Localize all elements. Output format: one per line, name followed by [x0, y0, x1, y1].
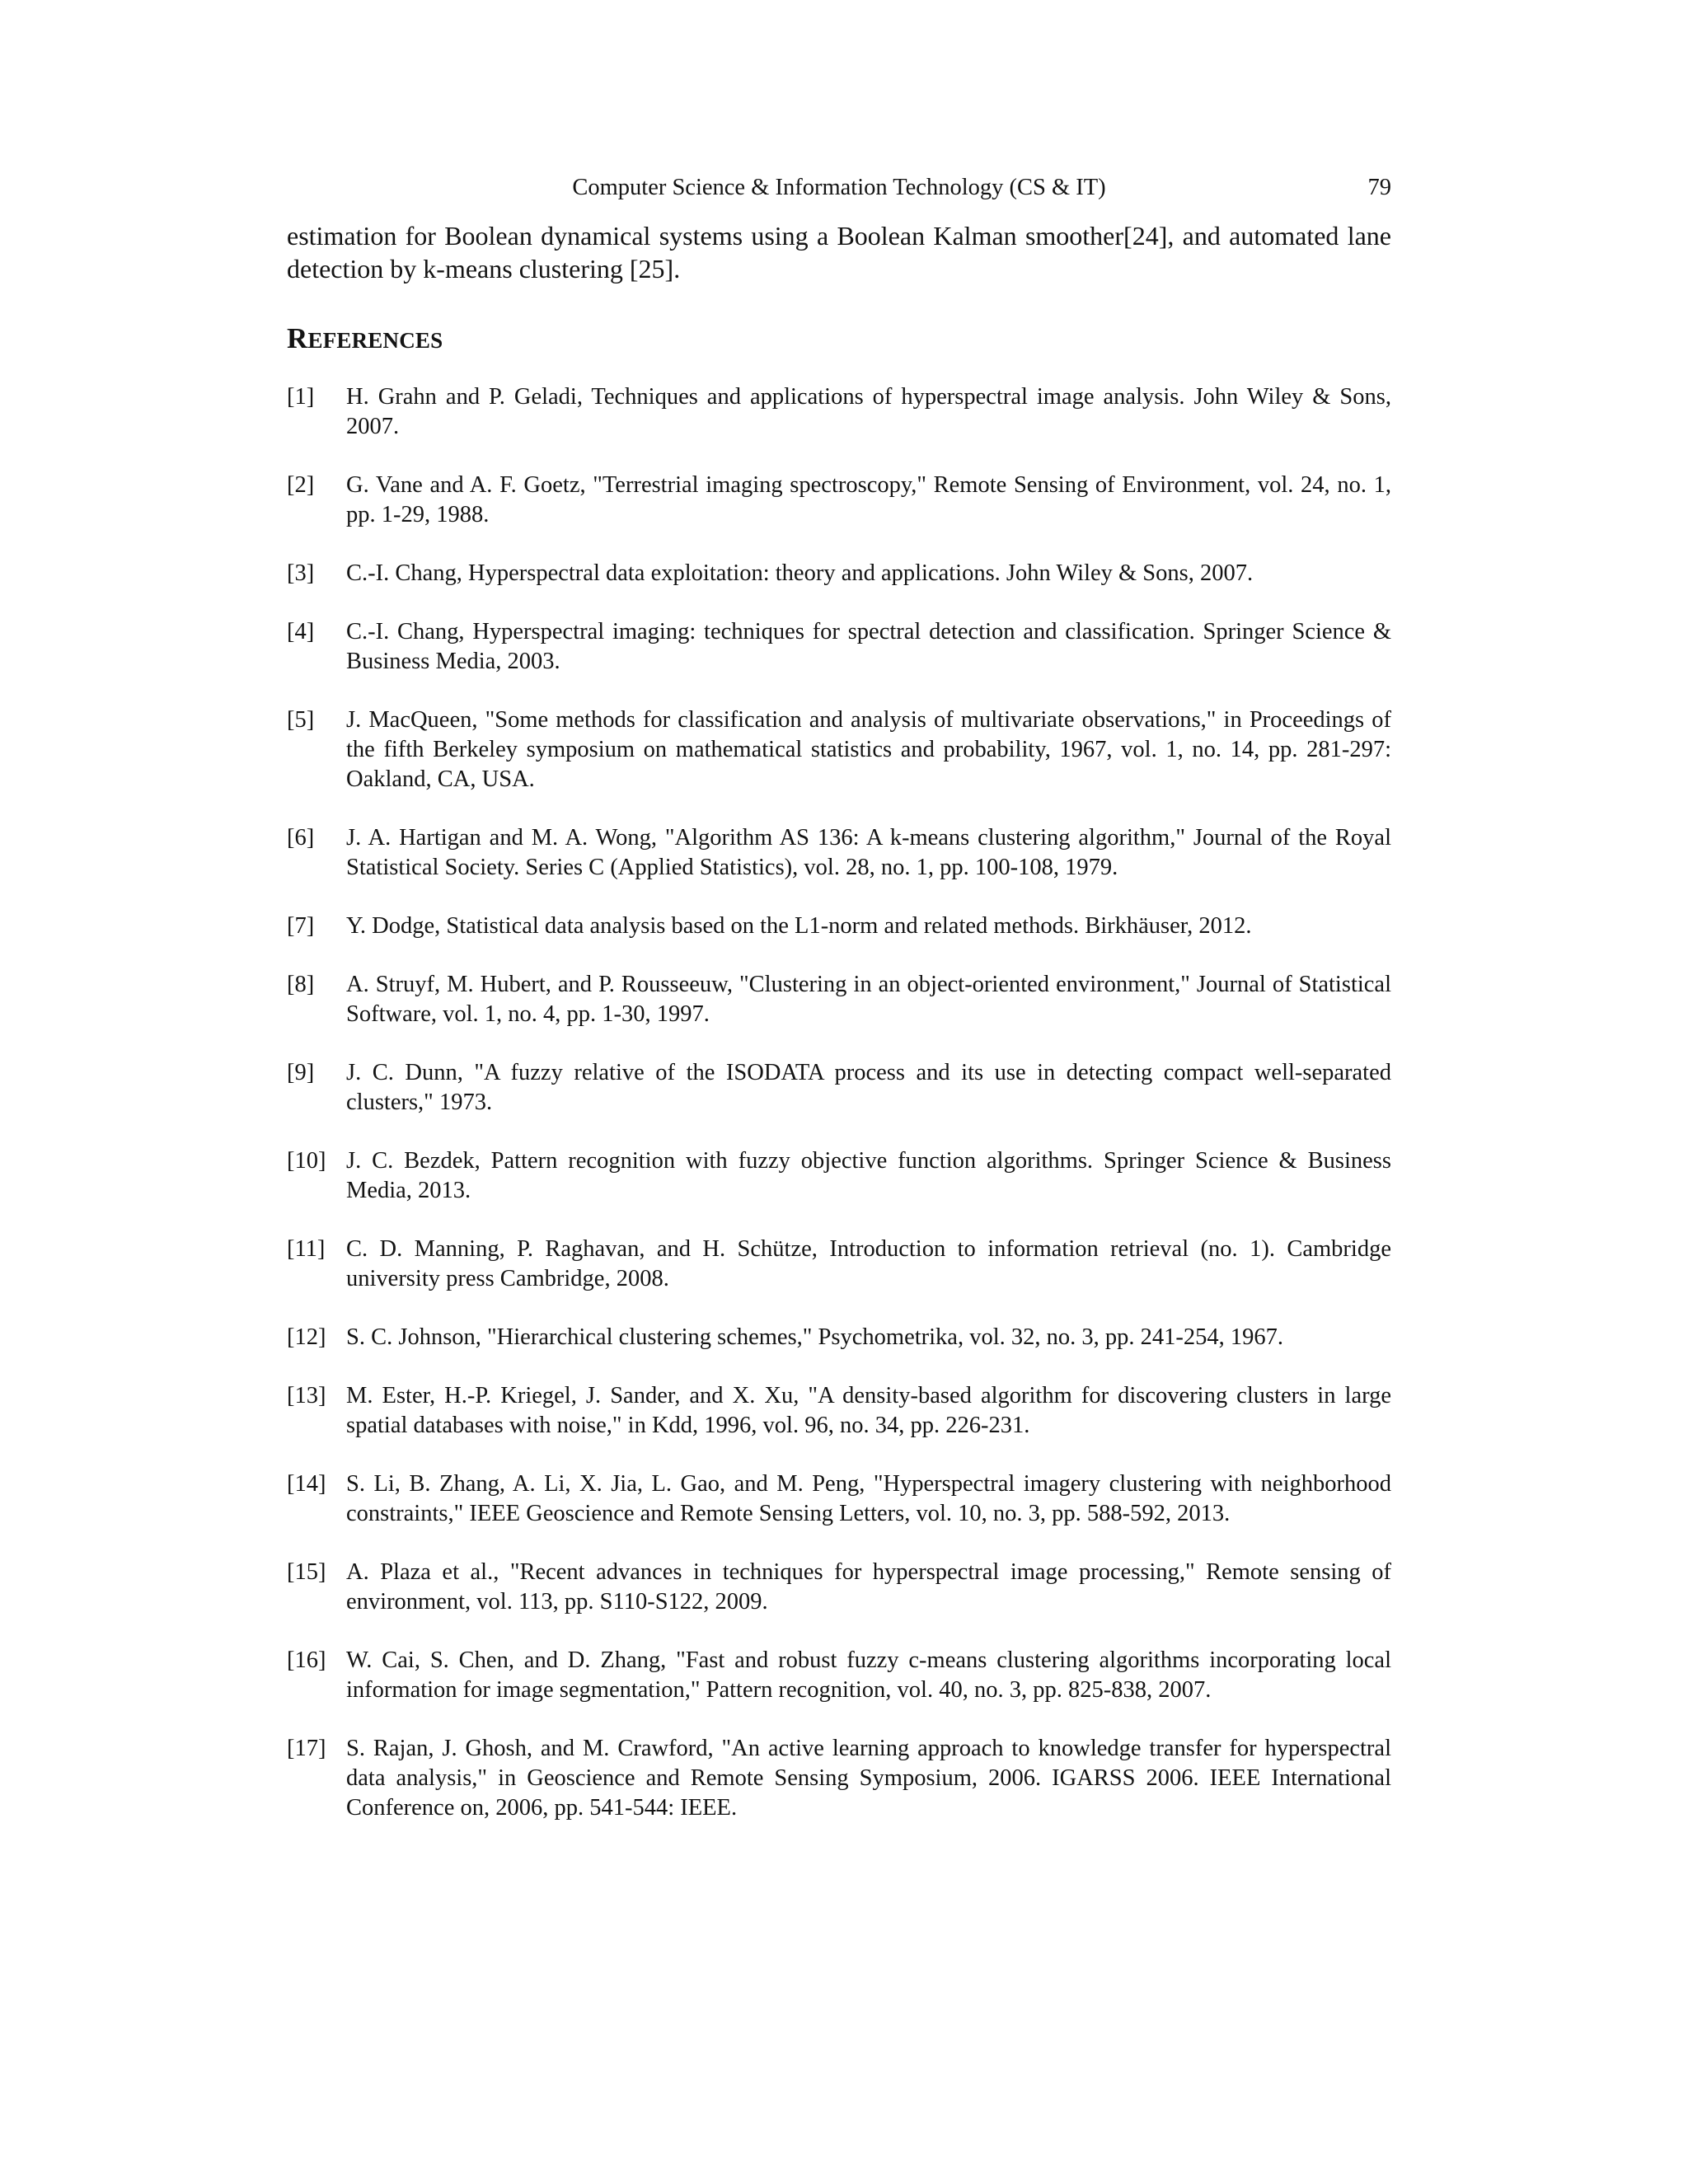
reference-number: [14] [287, 1471, 326, 1497]
reference-item [287, 1646, 1391, 1705]
reference-number: [17] [287, 1736, 326, 1761]
reference-item [287, 471, 1391, 530]
reference-item [287, 1734, 1391, 1823]
reference-number: [11] [287, 1236, 326, 1262]
reference-text: A. Struyf, M. Hubert, and P. Rousseeuw, "Clustering in an object-oriented environment," Journal of Statistical Software, vol. 1, no. 4, pp. 1-30, 1997. [346, 972, 1391, 1027]
reference-text: W. Cai, S. Chen, and D. Zhang, "Fast and robust fuzzy c-means clustering algorithms incorporating local information for image segmentation," Pattern recognition, vol. 40, no. 3, pp. 825-838, 2007. [346, 1647, 1391, 1703]
reference-text: J. A. Hartigan and M. A. Wong, "Algorithm AS 136: A k-means clustering algorithm," Journal of the Royal Statistical Society. Series C (Applied Statistics), vol. 28, no. 1, pp. 100-108, 1979. [346, 825, 1391, 880]
journal-title: Computer Science & Information Technology (CS & IT) [572, 175, 1106, 200]
intro-paragraph: estimation for Boolean dynamical systems using a Boolean Kalman smoother[24], and automated lane detection by k-means clustering [25]. [287, 221, 1391, 284]
reference-number: [16] [287, 1647, 326, 1673]
reference-number: [3] [287, 560, 315, 586]
reference-text: C. D. Manning, P. Raghavan, and H. Schütze, Introduction to information retrieval (no. 1). Cambridge university press Cambridge, 2008. [346, 1236, 1391, 1291]
reference-number: [15] [287, 1559, 326, 1585]
reference-item [287, 1235, 1391, 1294]
reference-number: [2] [287, 472, 315, 498]
reference-text: J. MacQueen, "Some methods for classification and analysis of multivariate observations," in Proceedings of the fifth Berkeley symposium on mathematical statistics and probability, 1967, vol. 1, no. 14, pp. 281-297: Oakland, CA, USA. [346, 707, 1391, 792]
reference-number: [10] [287, 1148, 326, 1174]
reference-item [287, 970, 1391, 1029]
reference-item [287, 1323, 1391, 1352]
reference-number: [9] [287, 1060, 315, 1085]
reference-number: [1] [287, 384, 315, 410]
reference-text: Y. Dodge, Statistical data analysis based on the L1-norm and related methods. Birkhäuser, 2012. [346, 913, 1252, 939]
reference-number: [13] [287, 1383, 326, 1408]
reference-list [287, 382, 1391, 1823]
reference-item [287, 823, 1391, 883]
references-heading [287, 318, 1391, 361]
reference-text: C.-I. Chang, Hyperspectral data exploitation: theory and applications. John Wiley & Sons, 2007. [346, 560, 1254, 586]
reference-text: M. Ester, H.-P. Kriegel, J. Sander, and X. Xu, "A density-based algorithm for discovering clusters in large spatial databases with noise," in Kdd, 1996, vol. 96, no. 34, pp. 226-231. [346, 1383, 1391, 1438]
reference-item [287, 1058, 1391, 1118]
reference-text: G. Vane and A. F. Goetz, "Terrestrial imaging spectroscopy," Remote Sensing of Environment, vol. 24, no. 1, pp. 1-29, 1988. [346, 472, 1391, 527]
reference-number: [8] [287, 972, 315, 997]
page-number: 79 [1367, 175, 1391, 200]
reference-text: S. Li, B. Zhang, A. Li, X. Jia, L. Gao, and M. Peng, "Hyperspectral imagery clustering with neighborhood constraints," IEEE Geoscience and Remote Sensing Letters, vol. 10, no. 3, pp. 588-592, 2013. [346, 1471, 1391, 1526]
running-header [287, 168, 1391, 208]
reference-item [287, 1469, 1391, 1529]
reference-text: H. Grahn and P. Geladi, Techniques and applications of hyperspectral image analysis. John Wiley & Sons, 2007. [346, 384, 1391, 439]
reference-item [287, 705, 1391, 794]
reference-number: [6] [287, 825, 315, 851]
reference-text: J. C. Bezdek, Pattern recognition with fuzzy objective function algorithms. Springer Science & Business Media, 2013. [346, 1148, 1391, 1203]
reference-item [287, 912, 1391, 941]
document-page [287, 168, 1391, 1852]
reference-item [287, 382, 1391, 442]
reference-item [287, 559, 1391, 588]
reference-item [287, 1381, 1391, 1441]
reference-text: C.-I. Chang, Hyperspectral imaging: techniques for spectral detection and classification. Springer Science & Business Media, 2003. [346, 619, 1391, 674]
reference-number: [7] [287, 913, 315, 939]
reference-number: [5] [287, 707, 315, 733]
references-heading-initial: R [287, 322, 308, 354]
reference-item [287, 1146, 1391, 1206]
reference-number: [12] [287, 1324, 326, 1350]
reference-text: S. C. Johnson, "Hierarchical clustering schemes," Psychometrika, vol. 32, no. 3, pp. 241-254, 1967. [346, 1324, 1283, 1350]
reference-item [287, 617, 1391, 677]
reference-number: [4] [287, 619, 315, 644]
reference-item [287, 1558, 1391, 1617]
reference-text: J. C. Dunn, "A fuzzy relative of the ISODATA process and its use in detecting compact well-separated clusters," 1973. [346, 1060, 1391, 1115]
references-heading-rest: EFERENCES [307, 328, 443, 353]
reference-text: A. Plaza et al., "Recent advances in techniques for hyperspectral image processing," Remote sensing of environment, vol. 113, pp. S110-S122, 2009. [346, 1559, 1391, 1615]
reference-text: S. Rajan, J. Ghosh, and M. Crawford, "An active learning approach to knowledge transfer for hyperspectral data analysis," in Geoscience and Remote Sensing Symposium, 2006. IGARSS 2006. IEEE International Conference on, 2006, pp. 541-544: IEEE. [346, 1736, 1391, 1821]
